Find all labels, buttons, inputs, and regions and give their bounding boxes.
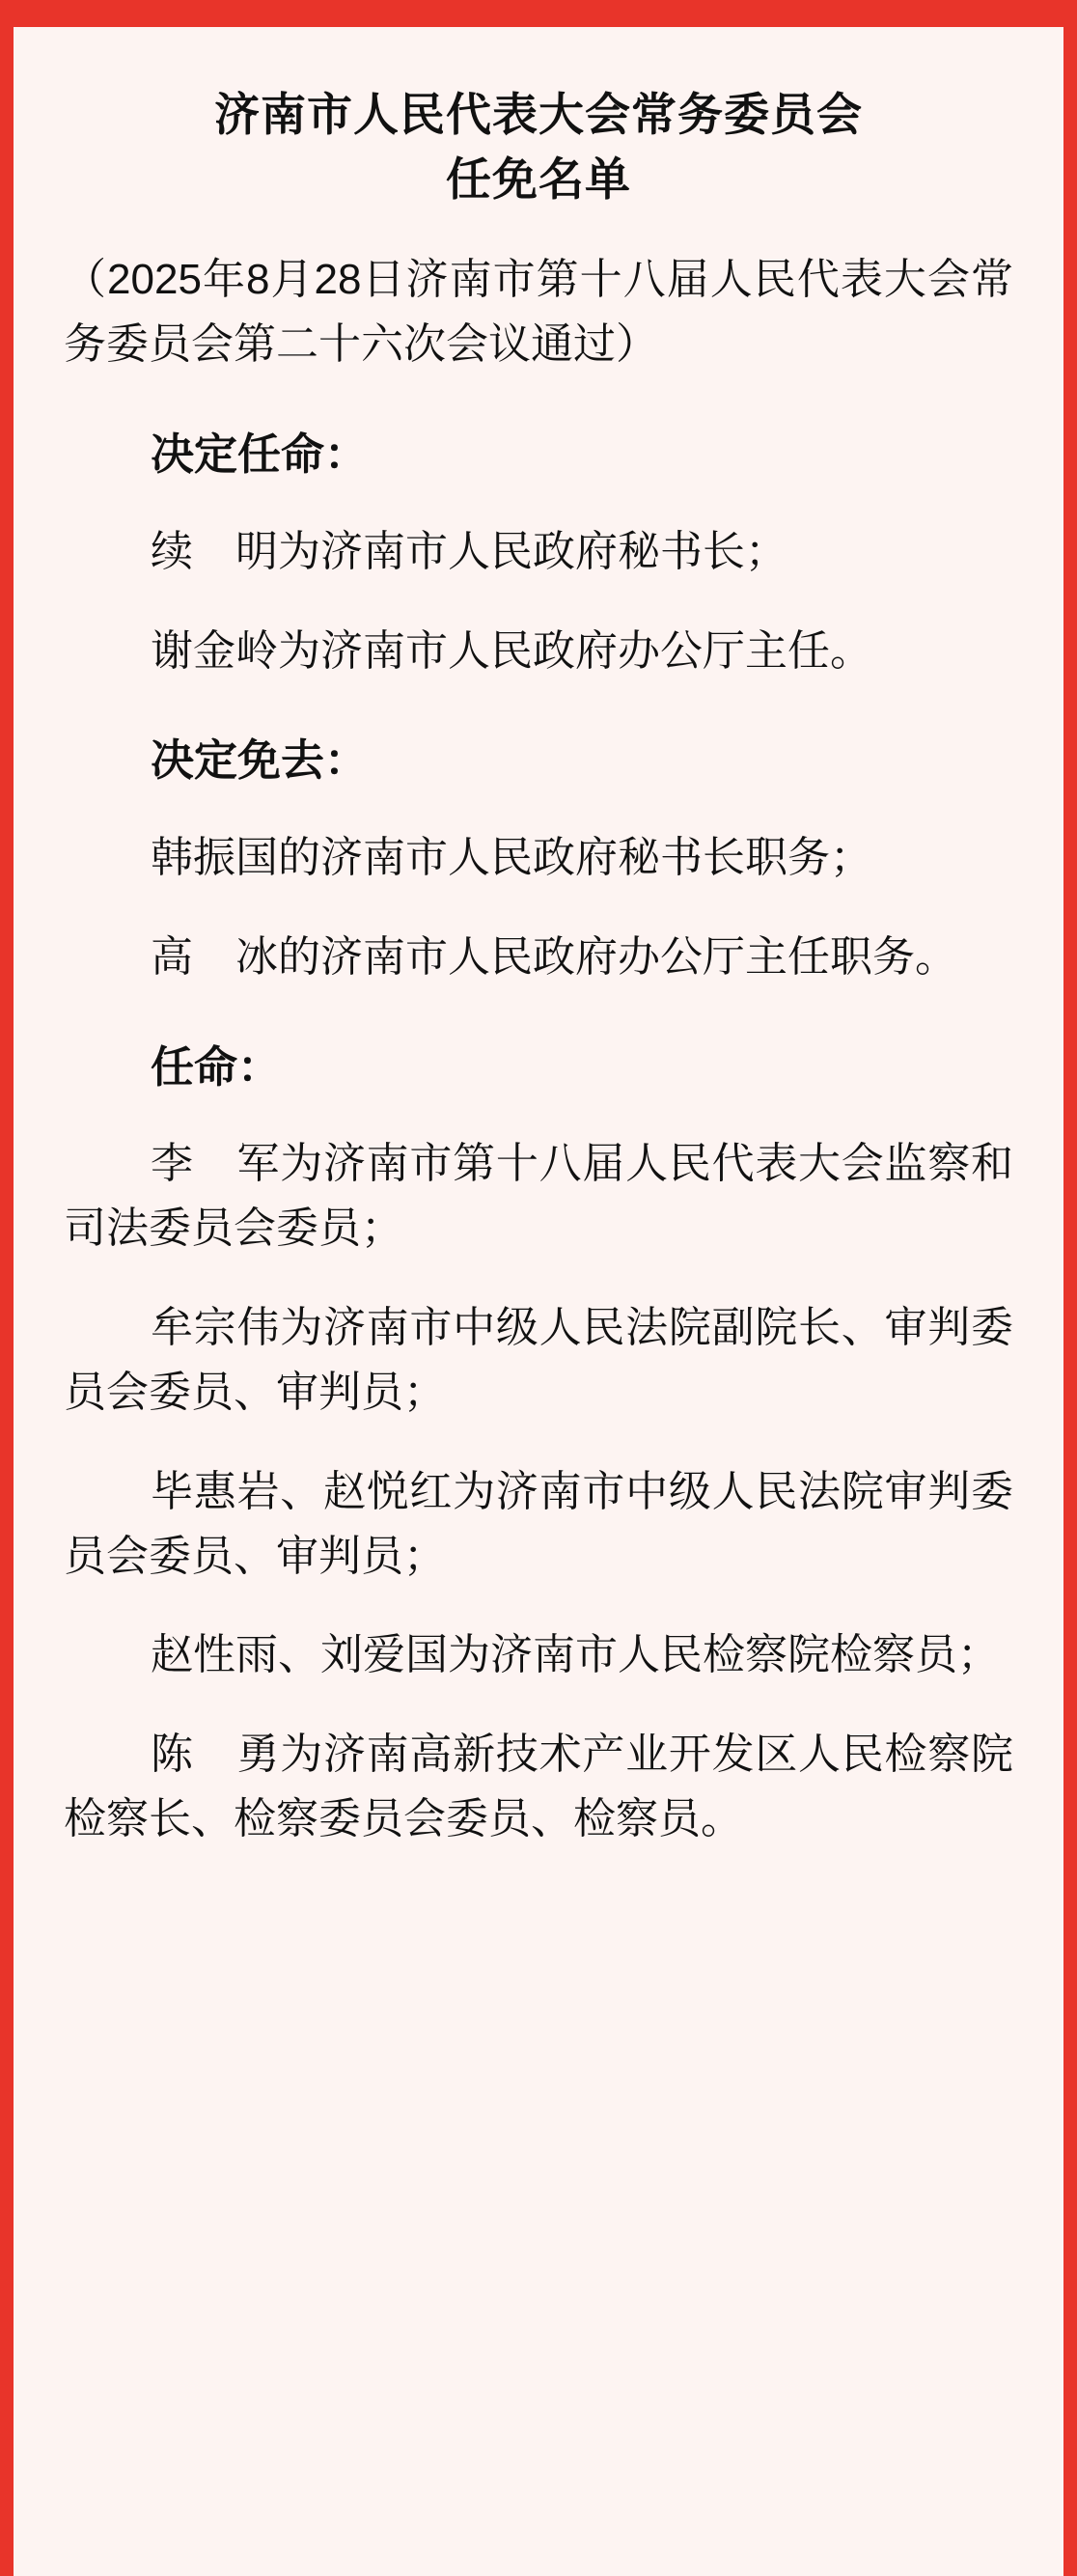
section-removals <box>64 728 1013 989</box>
section-item: 续 明为济南市人民政府秘书长； <box>151 527 787 575</box>
section-heading: 任命： <box>151 1041 282 1092</box>
section-heading: 决定任命： <box>151 429 369 480</box>
section-appointments <box>64 422 1013 683</box>
page-title-line-2: 任免名单 <box>446 152 631 205</box>
document-body <box>14 27 1063 1891</box>
section-item: 谢金岭为济南市人民政府办公厅主任。 <box>151 626 872 675</box>
section-item: 韩振国的济南市人民政府秘书长职务； <box>151 833 872 881</box>
page-title <box>64 83 1013 211</box>
section-item: 赵性雨、刘爱国为济南市人民检察院检察员； <box>151 1631 1000 1679</box>
document-subtitle: （2025年8月28日济南市第十八届人民代表大会常务委员会第二十六次会议通过） <box>64 256 1013 369</box>
section-item: 李 军为济南市第十八届人民代表大会监察和司法委员会委员； <box>64 1140 1013 1253</box>
section-item: 毕惠岩、赵悦红为济南市中级人民法院审判委员会委员、审判员； <box>64 1467 1013 1580</box>
section-item: 牟宗伟为济南市中级人民法院副院长、审判委员会委员、审判员； <box>64 1303 1013 1416</box>
section-item: 高 冰的济南市人民政府办公厅主任职务。 <box>151 932 957 981</box>
page-title-line-1: 济南市人民代表大会常务委员会 <box>214 89 863 140</box>
section-heading: 决定免去： <box>151 735 369 786</box>
section-item: 陈 勇为济南高新技术产业开发区人民检察院检察长、检察委员会委员、检察员。 <box>64 1731 1013 1843</box>
section-nominations <box>64 1035 1013 1852</box>
